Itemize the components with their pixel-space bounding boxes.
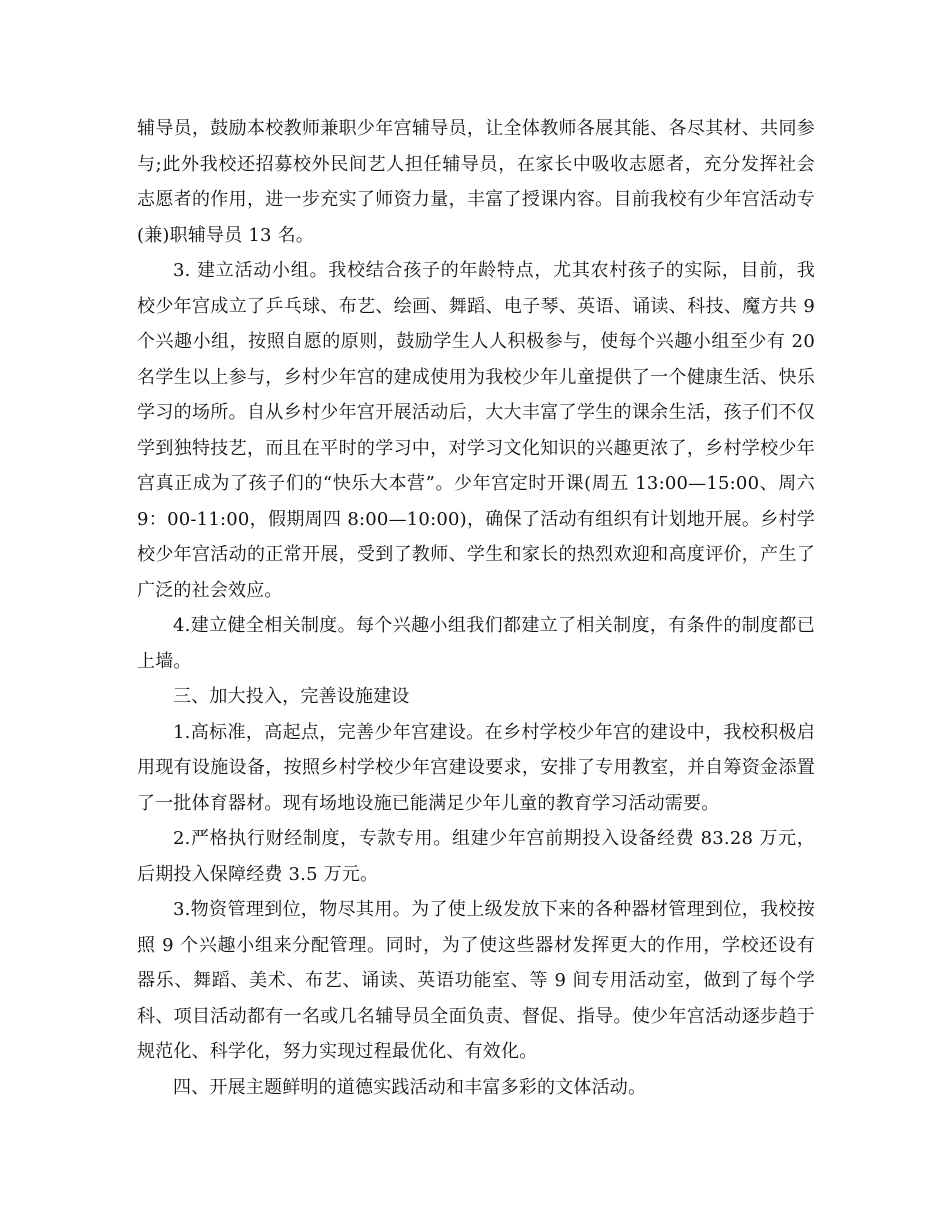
paragraph-materials-management: 3.物资管理到位，物尽其用。为了使上级发放下来的各种器材管理到位，我校按照 9 个兴趣小组来分配管理。同时，为了使这些器材发挥更大的作用，学校还设有器乐、舞蹈、美术、布艺、诵读、英语功能室、等 9 间专用活动室，做到了每个学科、项目活动都有一名或几名辅导员全面负责、督促、指导。使少年宫活动逐步趋于规范化、科学化，努力实现过程最优化、有效化。 xyxy=(137,899,815,1062)
paragraph-construction-standards: 1.高标准，高起点，完善少年宫建设。在乡村学校少年宫的建设中，我校积极启用现有设施设备，按照乡村学校少年宫建设要求，安排了专用教室，并自筹资金添置了一批体育器材。现有场地设施已能满足少年儿童的教育学习活动需要。 xyxy=(137,721,815,814)
paragraph-finance: 2.严格执行财经制度，专款专用。组建少年宫前期投入设备经费 83.28 万元，后期投入保障经费 3.5 万元。 xyxy=(137,828,815,885)
section-heading-investment: 三、加大投入，完善设施建设 xyxy=(173,686,410,707)
section-heading-activities: 四、开展主题鲜明的道德实践活动和丰富多彩的文体活动。 xyxy=(173,1076,647,1098)
paragraph-rules-system: 4.建立健全相关制度。每个兴趣小组我们都建立了相关制度，有条件的制度都已上墙。 xyxy=(137,615,815,672)
paragraph-tutor-recruitment: 辅导员，鼓励本校教师兼职少年宫辅导员，让全体教师各展其能、各尽其材、共同参与;此外我校还招募校外民间艺人担任辅导员，在家长中吸收志愿者，充分发挥社会志愿者的作用，进一步充实了师资力量，丰富了授课内容。目前我校有少年宫活动专(兼)职辅导员 13 名。 xyxy=(137,118,815,246)
document-body xyxy=(137,111,815,1105)
paragraph-activity-groups: 3. 建立活动小组。我校结合孩子的年龄特点，尤其农村孩子的实际，目前，我校少年宫成立了乒乓球、布艺、绘画、舞蹈、电子琴、英语、诵读、科技、魔方共 9 个兴趣小组，按照自愿的原则，鼓励学生人人积极参与，使每个兴趣小组至少有 20 名学生以上参与，乡村少年宫的建成使用为我校少年儿童提供了一个健康生活、快乐学习的场所。自从乡村少年宫开展活动后，大大丰富了学生的课余生活，孩子们不仅学到独特技艺，而且在平时的学习中，对学习文化知识的兴趣更浓了，乡村学校少年宫真正成为了孩子们的“快乐大本营”。少年宫定时开课(周五 13:00—15:00、周六 9：00-11:00，假期周四 8:00—10:00)，确保了活动有组织有计划地开展。乡村学校少年宫活动的正常开展，受到了教师、学生和家长的热烈欢迎和高度评价，产生了广泛的社会效应。 xyxy=(137,260,815,601)
